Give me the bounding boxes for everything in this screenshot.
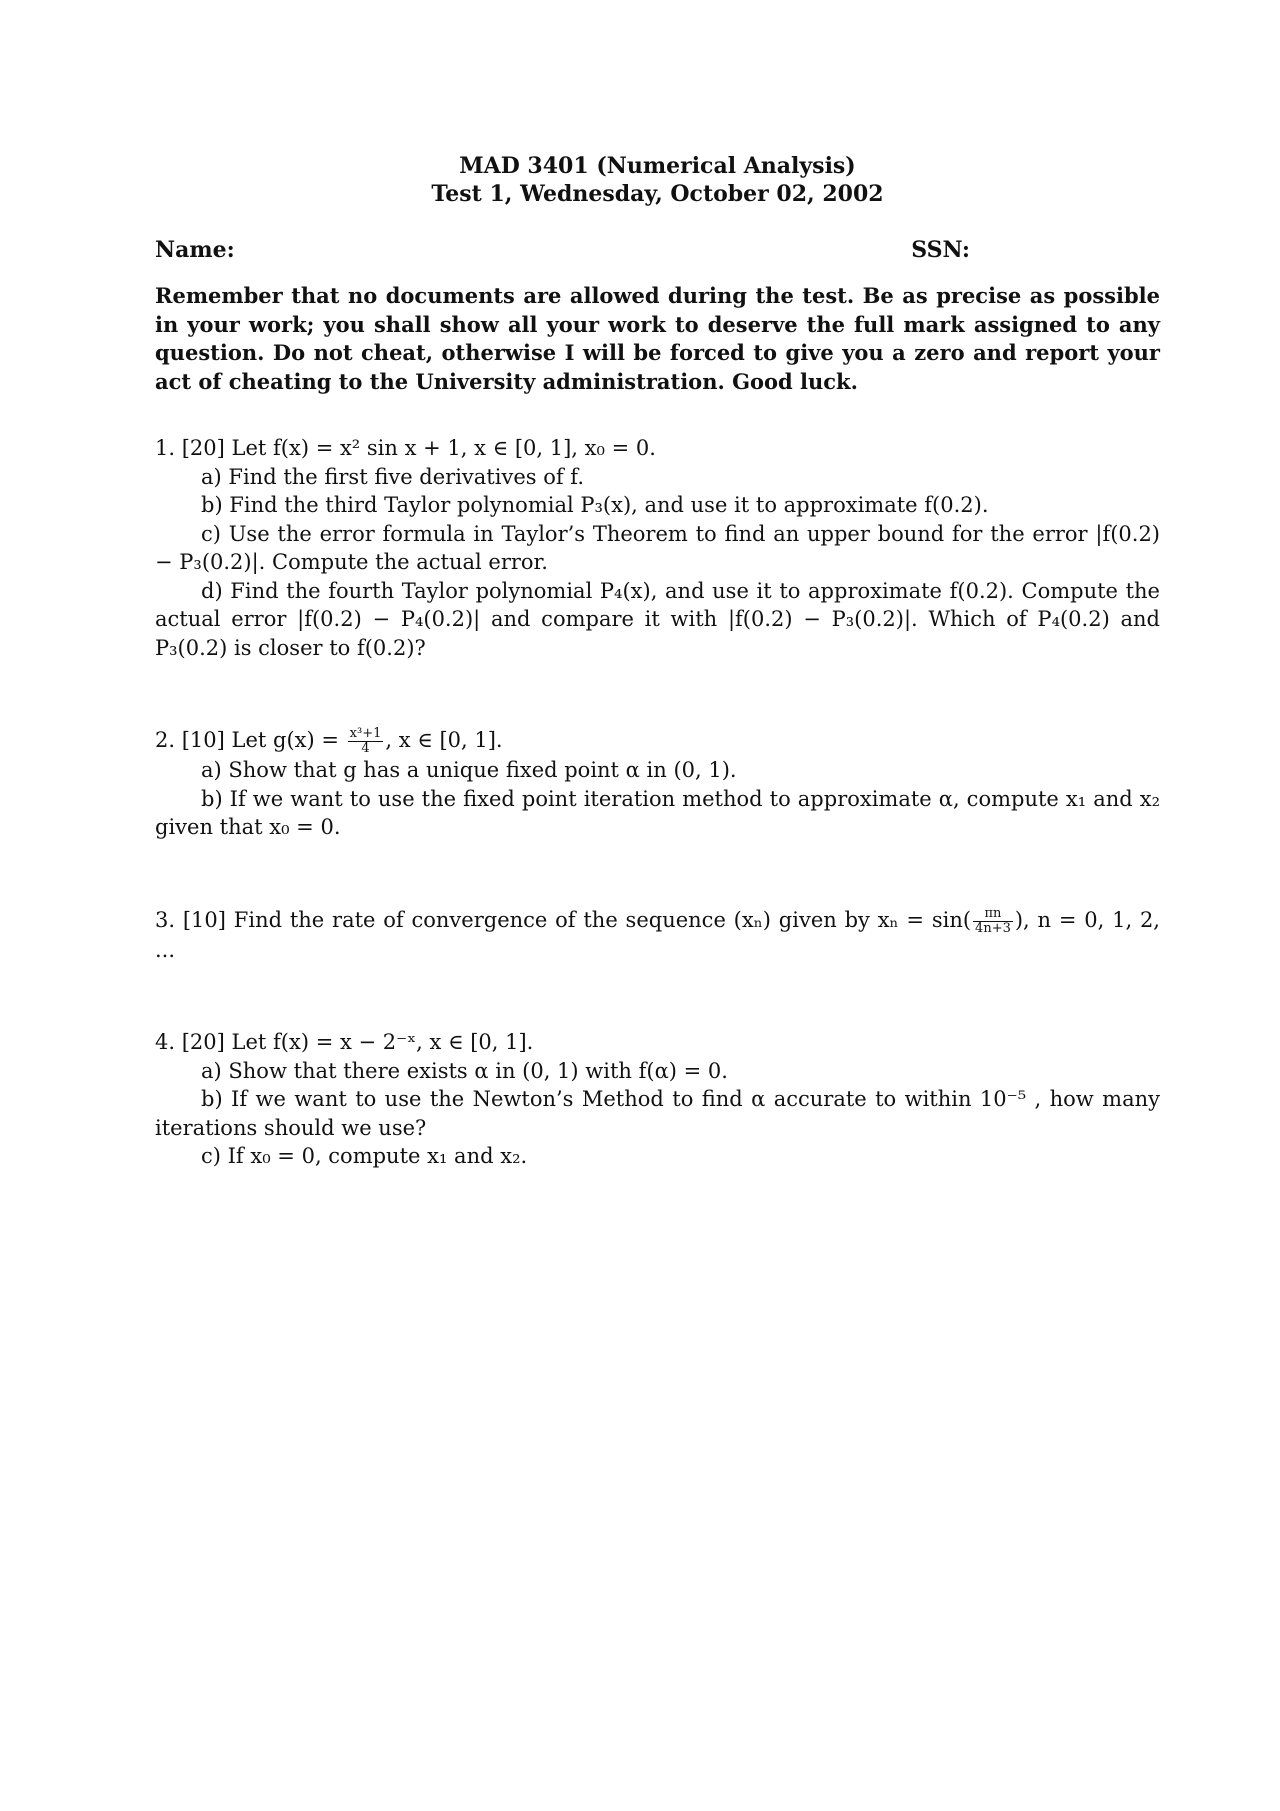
problem-1-part-a: a) Find the first five derivatives of f.: [201, 464, 584, 489]
problem-2-part-a: a) Show that g has a unique fixed point α in (0, 1).: [201, 758, 737, 782]
problem-points: [20]: [181, 1030, 225, 1054]
problem-1-part-c: c) Use the error formula in Taylor’s Theorem to find an upper bound for the error |f(0.2) − P₃(0.2)|. Compute the actual error.: [155, 521, 1160, 574]
problem-4-statement: [155, 1028, 1160, 1057]
ssn-label: SSN:: [911, 237, 970, 263]
problem-2-statement: [155, 726, 1160, 756]
problem-2: [155, 726, 1160, 842]
test-page: [155, 152, 1160, 1171]
fraction-denominator: 4: [361, 741, 370, 756]
problem-number: 3.: [155, 907, 176, 932]
fraction: [348, 727, 384, 756]
problem-text: Let f(x) = x − 2⁻ˣ, x ∈ [0, 1].: [231, 1030, 534, 1054]
problem-1: [155, 434, 1160, 662]
course-title: MAD 3401 (Numerical Analysis): [459, 153, 856, 179]
problem-4-part-a: a) Show that there exists α in (0, 1) with f(α) = 0.: [201, 1058, 728, 1083]
problem-points: [10]: [181, 728, 225, 752]
problem-points: [20]: [181, 436, 225, 460]
problem-4-part-b: b) If we want to use the Newton’s Method to find α accurate to within 10⁻⁵ , how many iterations should we use?: [155, 1087, 1160, 1140]
problem-1-part-d: d) Find the fourth Taylor polynomial P₄(x), and use it to approximate f(0.2). Compute the actual error |f(0.2) − P₄(0.2)| and compare it with |f(0.2) − P₃(0.2)|. Which of P₄(0.2) and P₃(0.2) is closer to f(0.2)?: [155, 578, 1160, 660]
problem-2-part-b: b) If we want to use the fixed point iteration method to approximate α, compute x₁ and x₂ given that x₀ = 0.: [155, 786, 1160, 839]
fraction-numerator: x³+1: [349, 726, 382, 741]
test-date-line: Test 1, Wednesday, October 02, 2002: [431, 181, 884, 207]
problem-number: 1.: [155, 436, 176, 460]
problem-text-suffix: , x ∈ [0, 1].: [385, 728, 503, 752]
fraction-denominator: 4n+3: [975, 920, 1011, 936]
problem-1-part-b: b) Find the third Taylor polynomial P₃(x), and use it to approximate f(0.2).: [201, 493, 989, 517]
problem-3: [155, 906, 1160, 965]
title-block: [155, 152, 1160, 208]
problem-points: [10]: [182, 907, 226, 932]
problem-text-prefix: Let g(x) =: [231, 728, 339, 752]
problem-4-part-c: c) If x₀ = 0, compute x₁ and x₂.: [201, 1144, 528, 1168]
problem-number: 2.: [155, 728, 176, 752]
instructions: Remember that no documents are allowed during the test. Be as precise as possible in your work; you shall show all your work to deserve the full mark assigned to any question. Do not cheat, otherwise I will be forced to give you a zero and report your act of cheating to the University administration. Good luck.: [155, 283, 1160, 394]
problem-number: 4.: [155, 1030, 176, 1054]
problem-text-suffix: ), n = 0, 1, 2, ...: [155, 907, 1160, 962]
name-ssn-row: [155, 236, 1160, 264]
problem-text-prefix: Find the rate of convergence of the sequence (xₙ) given by xₙ = sin(: [233, 907, 972, 932]
problem-4: [155, 1028, 1160, 1171]
fraction: [973, 907, 1013, 936]
problem-text: Let f(x) = x² sin x + 1, x ∈ [0, 1], x₀ = 0.: [231, 436, 656, 460]
problem-1-statement: [155, 434, 1160, 463]
fraction-numerator: πn: [973, 907, 1013, 922]
name-label: Name:: [155, 237, 235, 263]
problem-3-statement: [155, 906, 1160, 965]
